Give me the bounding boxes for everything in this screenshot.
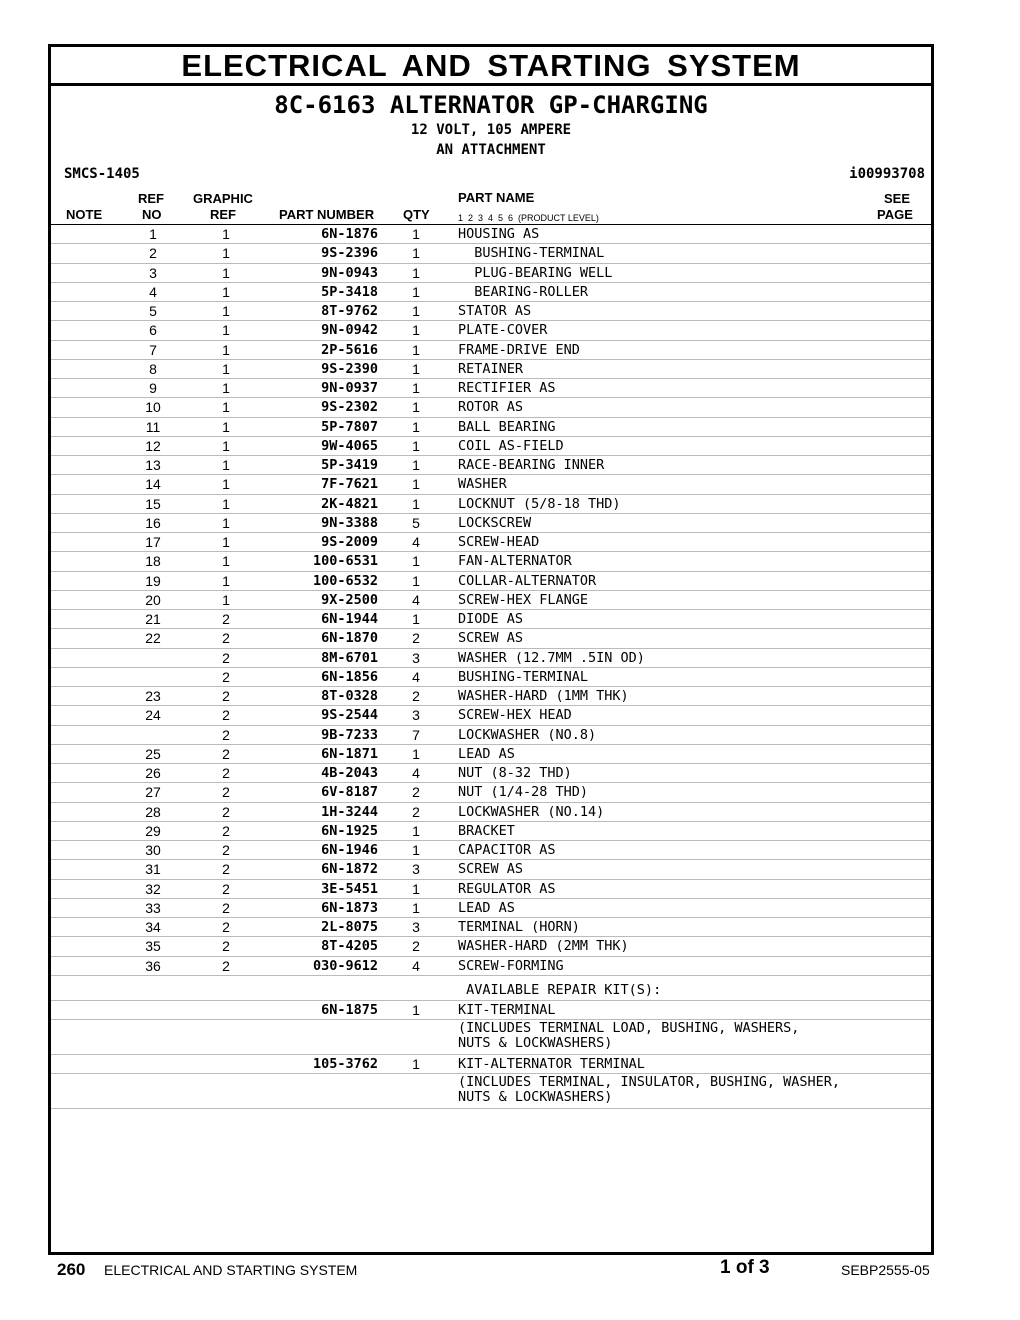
part-number: 9S-2544 [321, 707, 378, 724]
part-name: PLATE-COVER [458, 322, 548, 339]
part-number: 9N-3388 [321, 514, 378, 531]
table-row [51, 398, 931, 417]
part-number: 6N-1925 [321, 822, 378, 839]
quantity: 5 [412, 514, 420, 531]
quantity: 3 [412, 861, 420, 878]
table-row [51, 918, 931, 937]
part-name: LEAD AS [458, 899, 515, 916]
table-row [51, 225, 931, 244]
graphic-ref: 1 [222, 341, 230, 358]
part-number: 9S-2390 [321, 360, 378, 377]
part-name: FAN-ALTERNATOR [458, 553, 572, 570]
table-row [51, 899, 931, 918]
table-row [51, 475, 931, 494]
part-name: LOCKSCREW [458, 514, 532, 531]
graphic-ref: 2 [222, 938, 230, 955]
graphic-ref: 2 [222, 688, 230, 704]
part-number: 5P-3419 [321, 457, 378, 473]
part-name: RETAINER [458, 360, 524, 377]
quantity: 2 [412, 938, 420, 955]
part-name: COIL AS-FIELD [458, 437, 564, 454]
kit-name: KIT-ALTERNATOR TERMINAL [458, 1056, 645, 1072]
part-number: 6N-1873 [321, 899, 378, 916]
graphic-ref: 1 [222, 457, 230, 473]
ref-no: 6 [149, 322, 157, 339]
part-name: SCREW-HEAD [458, 534, 540, 550]
part-name: FRAME-DRIVE END [458, 341, 580, 358]
part-name: HOUSING AS [458, 226, 540, 242]
part-name: WASHER-HARD (2MM THK) [458, 938, 629, 955]
quantity: 1 [412, 418, 420, 435]
table-row [51, 437, 931, 456]
part-name: WASHER (12.7MM .5IN OD) [458, 649, 645, 666]
col-graphic-bottom: REF [210, 207, 236, 222]
part-number: 9N-0937 [321, 380, 378, 396]
part-name: NUT (1/4-28 THD) [458, 784, 589, 801]
rating-line: 12 VOLT, 105 AMPERE [410, 122, 572, 138]
part-name: PLUG-BEARING WELL [458, 264, 613, 281]
table-row [51, 552, 931, 571]
part-name: SCREW-HEX HEAD [458, 707, 572, 724]
ref-no: 19 [145, 572, 161, 589]
ref-no: 36 [145, 957, 161, 974]
graphic-ref: 2 [222, 649, 230, 666]
graphic-ref: 1 [222, 360, 230, 377]
quantity: 1 [412, 572, 420, 589]
quantity: 1 [412, 264, 420, 281]
graphic-ref: 1 [222, 591, 230, 608]
quantity: 1 [412, 495, 420, 512]
quantity: 2 [412, 784, 420, 801]
quantity: 3 [412, 919, 420, 935]
ref-no: 14 [145, 476, 161, 493]
footer-section: ELECTRICAL AND STARTING SYSTEM [104, 1262, 358, 1278]
ref-no: 8 [149, 360, 157, 377]
part-number: 030-9612 [312, 957, 378, 974]
part-number: 6V-8187 [321, 784, 378, 801]
part-name: STATOR AS [458, 303, 532, 319]
group-title: 8C-6163 ALTERNATOR GP-CHARGING [274, 91, 708, 119]
col-ref-bottom: NO [142, 207, 162, 222]
kit-name: KIT-TERMINAL [458, 1001, 556, 1018]
part-number: 8T-4205 [321, 938, 378, 955]
table-row [51, 957, 931, 976]
graphic-ref: 2 [222, 899, 230, 916]
illustration-id: i00993708 [849, 166, 925, 182]
ref-no: 16 [145, 514, 161, 531]
part-number: 6N-1872 [321, 861, 378, 878]
page-number: 260 [57, 1260, 86, 1279]
part-number: 2P-5616 [321, 341, 378, 358]
ref-no: 10 [145, 399, 161, 416]
quantity: 1 [412, 437, 420, 454]
quantity: 1 [412, 341, 420, 358]
part-number: 9N-0942 [321, 322, 378, 339]
quantity: 1 [412, 611, 420, 627]
ref-no: 2 [149, 245, 157, 262]
kit-description-row [51, 1020, 931, 1055]
ref-no: 22 [145, 630, 161, 647]
col-qty: QTY [403, 207, 430, 222]
quantity: 3 [412, 649, 420, 666]
table-row [51, 764, 931, 783]
table-header [51, 190, 931, 225]
graphic-ref: 1 [222, 399, 230, 416]
graphic-ref: 1 [222, 534, 230, 550]
part-number: 5P-3418 [321, 283, 378, 300]
table-row [51, 244, 931, 263]
attachment-line: AN ATTACHMENT [436, 142, 546, 158]
graphic-ref: 2 [222, 919, 230, 935]
kit-description: (INCLUDES TERMINAL LOAD, BUSHING, WASHERS, NUTS & LOCKWASHERS) [458, 1020, 800, 1051]
part-name: LOCKWASHER (NO.8) [458, 726, 597, 743]
quantity: 4 [412, 591, 420, 608]
ref-no: 34 [145, 919, 161, 935]
kit-heading-row [51, 976, 931, 1001]
part-name: BEARING-ROLLER [458, 283, 589, 300]
quantity: 1 [412, 880, 420, 897]
quantity: 1 [412, 745, 420, 762]
graphic-ref: 2 [222, 765, 230, 781]
col-see-top: SEE [884, 191, 911, 206]
graphic-ref: 2 [222, 630, 230, 647]
graphic-ref: 2 [222, 957, 230, 974]
graphic-ref: 2 [222, 668, 230, 685]
quantity: 1 [412, 457, 420, 473]
ref-no: 4 [149, 283, 157, 300]
part-number: 9N-0943 [321, 264, 378, 281]
graphic-ref: 1 [222, 264, 230, 281]
part-number: 6N-1944 [321, 611, 378, 627]
ref-no: 27 [145, 784, 161, 801]
ref-no: 7 [149, 341, 157, 358]
part-number: 6N-1856 [321, 668, 378, 685]
quantity: 1 [412, 842, 420, 858]
graphic-ref: 2 [222, 707, 230, 724]
section-title: ELECTRICAL AND STARTING SYSTEM [51, 47, 931, 86]
table-row [51, 264, 931, 283]
smcs-code: SMCS-1405 [64, 166, 140, 182]
quantity: 4 [412, 957, 420, 974]
table-row [51, 687, 931, 706]
table-row [51, 418, 931, 437]
table-row [51, 629, 931, 648]
parts-list-frame [48, 44, 934, 1255]
part-name: BUSHING-TERMINAL [458, 668, 589, 685]
table-row [51, 533, 931, 552]
quantity: 4 [412, 668, 420, 685]
ref-no: 31 [145, 861, 161, 878]
quantity: 4 [412, 534, 420, 550]
quantity: 1 [412, 822, 420, 839]
ref-no: 20 [145, 591, 161, 608]
part-number: 9S-2009 [321, 534, 378, 550]
part-name: WASHER-HARD (1MM THK) [458, 688, 629, 704]
quantity: 1 [412, 283, 420, 300]
ref-no: 29 [145, 822, 161, 839]
graphic-ref: 1 [222, 226, 230, 242]
ref-no: 35 [145, 938, 161, 955]
ref-no: 24 [145, 707, 161, 724]
graphic-ref: 2 [222, 803, 230, 820]
quantity: 1 [412, 245, 420, 262]
ref-no: 3 [149, 264, 157, 281]
quantity: 2 [412, 630, 420, 647]
part-number: 4B-2043 [321, 765, 378, 781]
ref-no: 13 [145, 457, 161, 473]
graphic-ref: 1 [222, 303, 230, 319]
graphic-ref: 2 [222, 822, 230, 839]
table-row [51, 283, 931, 302]
table-row [51, 456, 931, 475]
kit-row [51, 1001, 931, 1020]
kit-part-number: 6N-1875 [321, 1001, 378, 1018]
quantity: 1 [412, 303, 420, 319]
quantity: 2 [412, 688, 420, 704]
part-name: DIODE AS [458, 611, 524, 627]
graphic-ref: 1 [222, 553, 230, 570]
part-name: SCREW-HEX FLANGE [458, 591, 589, 608]
part-name: NUT (8-32 THD) [458, 765, 572, 781]
part-name: LOCKNUT (5/8-18 THD) [458, 495, 621, 512]
kit-qty: 1 [412, 1056, 420, 1072]
graphic-ref: 1 [222, 322, 230, 339]
ref-no: 23 [145, 688, 161, 704]
part-name: SCREW AS [458, 861, 524, 878]
table-row [51, 937, 931, 956]
part-name: RECTIFIER AS [458, 380, 556, 396]
quantity: 1 [412, 399, 420, 416]
part-number: 100-6532 [312, 572, 378, 589]
table-row [51, 822, 931, 841]
quantity: 1 [412, 476, 420, 493]
graphic-ref: 2 [222, 726, 230, 743]
table-row [51, 379, 931, 398]
part-name: BUSHING-TERMINAL [458, 245, 605, 262]
graphic-ref: 2 [222, 745, 230, 762]
graphic-ref: 2 [222, 880, 230, 897]
table-row [51, 880, 931, 899]
graphic-ref: 2 [222, 611, 230, 627]
graphic-ref: 1 [222, 283, 230, 300]
ref-no: 18 [145, 553, 161, 570]
document-id: SEBP2555-05 [841, 1262, 930, 1278]
col-graphic-top: GRAPHIC [193, 191, 253, 206]
table-row [51, 514, 931, 533]
part-number: 9S-2396 [321, 245, 378, 262]
ref-no: 32 [145, 880, 161, 897]
col-part-number: PART NUMBER [279, 207, 375, 222]
graphic-ref: 1 [222, 495, 230, 512]
kit-row [51, 1055, 931, 1074]
part-number: 3E-5451 [321, 880, 378, 897]
part-number: 2L-8075 [321, 919, 378, 935]
part-name: ROTOR AS [458, 399, 524, 416]
graphic-ref: 1 [222, 418, 230, 435]
quantity: 7 [412, 726, 420, 743]
part-name: BALL BEARING [458, 418, 556, 435]
kit-part-number: 105-3762 [312, 1056, 378, 1072]
table-row [51, 302, 931, 321]
graphic-ref: 2 [222, 784, 230, 801]
ref-no: 33 [145, 899, 161, 916]
quantity: 1 [412, 380, 420, 396]
table-row [51, 572, 931, 591]
part-number: 1H-3244 [321, 803, 378, 820]
quantity: 4 [412, 765, 420, 781]
part-name: REGULATOR AS [458, 880, 556, 897]
table-row [51, 321, 931, 340]
graphic-ref: 1 [222, 572, 230, 589]
parts-table-body [51, 225, 931, 1109]
part-number: 9S-2302 [321, 399, 378, 416]
graphic-ref: 1 [222, 514, 230, 531]
col-see-page: PAGE [877, 207, 913, 222]
col-note: NOTE [66, 207, 103, 222]
table-row [51, 649, 931, 668]
part-name: RACE-BEARING INNER [458, 457, 605, 473]
part-number: 6N-1870 [321, 630, 378, 647]
part-name: COLLAR-ALTERNATOR [458, 572, 597, 589]
quantity: 1 [412, 360, 420, 377]
graphic-ref: 2 [222, 861, 230, 878]
ref-no: 28 [145, 803, 161, 820]
quantity: 1 [412, 553, 420, 570]
part-number: 8T-0328 [321, 688, 378, 704]
part-name: LOCKWASHER (NO.14) [458, 803, 605, 820]
part-number: 9B-7233 [321, 726, 378, 743]
part-name: SCREW-FORMING [458, 957, 564, 974]
part-name: BRACKET [458, 822, 515, 839]
part-number: 8T-9762 [321, 303, 378, 319]
quantity: 3 [412, 707, 420, 724]
quantity: 1 [412, 226, 420, 242]
table-row [51, 610, 931, 629]
quantity: 2 [412, 803, 420, 820]
kit-qty: 1 [412, 1001, 420, 1018]
part-number: 6N-1876 [321, 226, 378, 242]
part-number: 6N-1871 [321, 745, 378, 762]
part-number: 6N-1946 [321, 842, 378, 858]
part-number: 9X-2500 [321, 591, 378, 608]
table-row [51, 803, 931, 822]
part-number: 8M-6701 [321, 649, 378, 666]
part-number: 9W-4065 [321, 437, 378, 454]
graphic-ref: 2 [222, 842, 230, 858]
table-row [51, 783, 931, 802]
part-name: SCREW AS [458, 630, 524, 647]
col-part-name-top: PART NAME [458, 190, 535, 205]
ref-no: 30 [145, 842, 161, 858]
ref-no: 21 [145, 611, 161, 627]
col-ref-top: REF [138, 191, 164, 206]
part-name: TERMINAL (HORN) [458, 919, 580, 935]
part-number: 100-6531 [312, 553, 378, 570]
graphic-ref: 1 [222, 476, 230, 493]
ref-no: 25 [145, 745, 161, 762]
table-row [51, 726, 931, 745]
table-row [51, 668, 931, 687]
quantity: 1 [412, 899, 420, 916]
table-row [51, 591, 931, 610]
table-row [51, 360, 931, 379]
part-name: LEAD AS [458, 745, 515, 762]
graphic-ref: 1 [222, 245, 230, 262]
ref-no: 12 [145, 437, 161, 454]
kit-description-row [51, 1074, 931, 1109]
col-product-levels: 1 2 3 4 5 6 (PRODUCT LEVEL) [458, 213, 599, 223]
graphic-ref: 1 [222, 437, 230, 454]
quantity: 1 [412, 322, 420, 339]
ref-no: 11 [145, 418, 161, 435]
table-row [51, 341, 931, 360]
table-row [51, 860, 931, 879]
kit-description: (INCLUDES TERMINAL, INSULATOR, BUSHING, WASHER, NUTS & LOCKWASHERS) [458, 1074, 841, 1106]
ref-no: 15 [145, 495, 161, 512]
ref-no: 9 [149, 380, 157, 396]
table-row [51, 745, 931, 764]
table-row [51, 841, 931, 860]
part-number: 5P-7807 [321, 418, 378, 435]
ref-no: 5 [149, 303, 157, 319]
ref-no: 1 [149, 226, 157, 242]
ref-no: 26 [145, 765, 161, 781]
table-row [51, 706, 931, 725]
part-name: WASHER [458, 476, 507, 493]
part-number: 7F-7621 [321, 476, 378, 493]
part-number: 2K-4821 [321, 495, 378, 512]
part-name: CAPACITOR AS [458, 842, 556, 858]
kit-heading: AVAILABLE REPAIR KIT(S): [458, 981, 662, 998]
table-row [51, 495, 931, 514]
ref-no: 17 [145, 534, 161, 550]
graphic-ref: 1 [222, 380, 230, 396]
page-of: 1 of 3 [720, 1257, 770, 1278]
